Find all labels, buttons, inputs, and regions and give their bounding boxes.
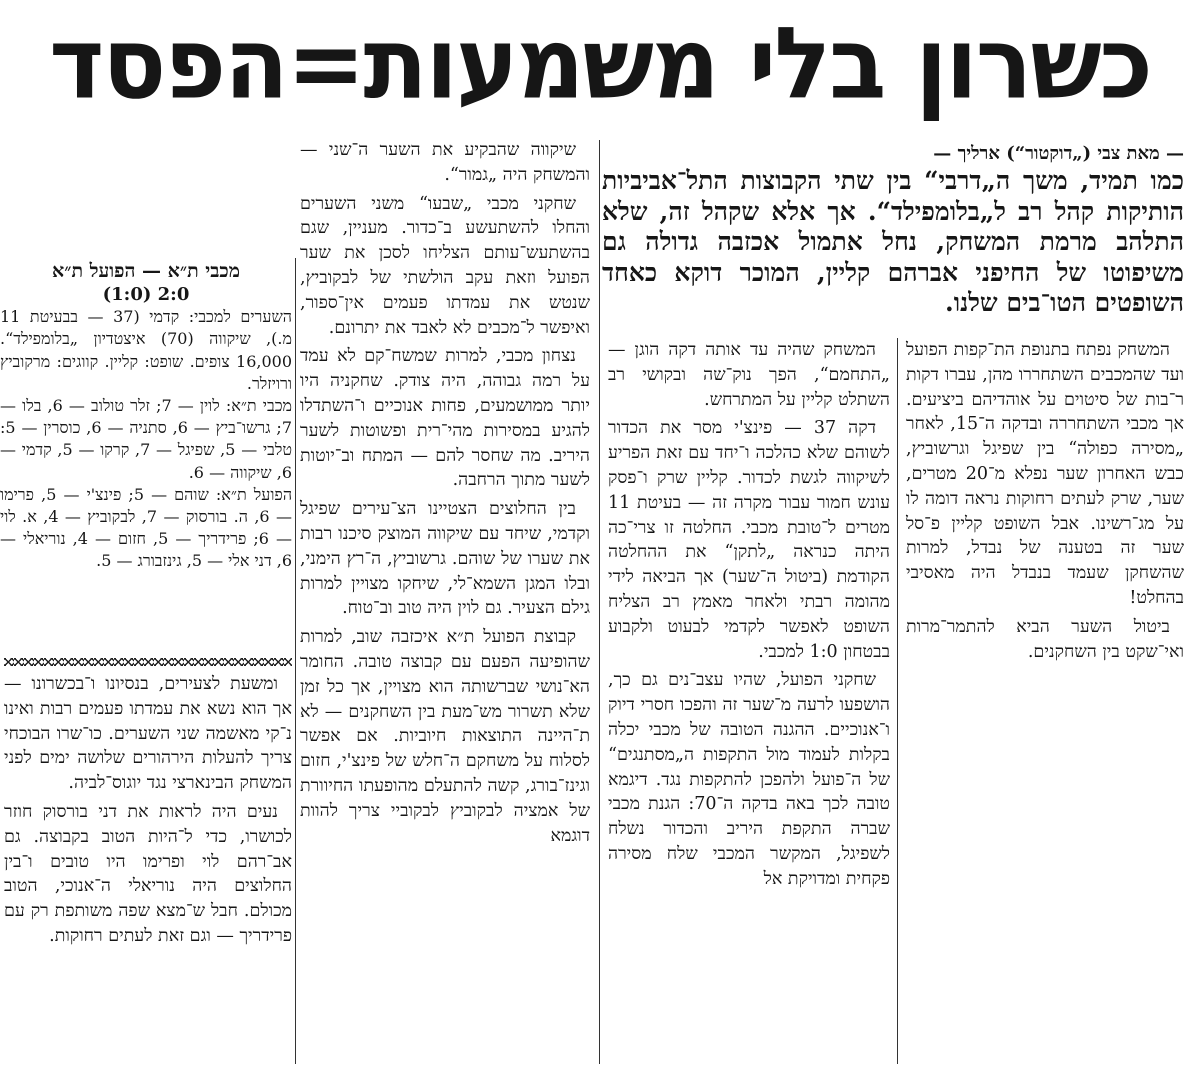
paragraph: שחקני הפועל, שהיו עצב־נים גם כך, הושפעו לרעה מ־שער זה והפכו חסרי דיוק ו־אנוכיים. ההגנה הטובה של מכבי יכלה בקלות לעמוד מול התקפות ה„מסתנגים“ של ה־פועל ולהפכן להתקפות נגד. דיגמא טובה לכך באה בדקה ה־70: הגנת מכבי שברה התקפת היריב והכדור נשלח לשפיגל, המקשר המכבי שלח מסירה פקחית ומדויקת אל: [608, 670, 890, 889]
article-column-2: [608, 338, 890, 892]
paragraph: בין החלוצים הצטיינו הצ־עירים שפיגל וקדמי, שיחד עם שיקווה המוצק סיכנו רבות את שערו של שוהם. גרשוביץ, ה־רץ הימני, ובלו המגן השמא־לי, שיחקו מצויין למרות גילם הצעיר. גם לוין היה טוב וב־טוח.: [300, 499, 590, 619]
results-title: מכבי ת״א — הפועל ת״א: [52, 260, 240, 282]
paragraph: קבוצת הפועל ת״א איכזבה שוב, למרות שהופיעה הפעם עם קבוצה טובה. החומר הא־נושי שברשותה הוא מצויין, אך כל זמן שלא תשרור מש־מעת בין השחקנים — לא ת־היינה התוצאות חיוביות. אם אפשר לסלוח על משחקם ה־חלש של פינצ'י, חזום וגינז־בורג, קשה להתעלם מהופעתו החיוורת של אמציה לבקוביץ לבקוביי צריך להוות דוגמא: [300, 627, 590, 846]
results-item: מכבי ת״א: לוין — 7; זלר טולוב — 6, בלו — 7; גרשו־ביץ — 6, סתניה — 6, כוסרין — 5: טלבי — 5, שפיגל — 7, קרקו — 5, קדמי — 6, שיקווה — 6.: [0, 396, 293, 482]
results-score: 2:0 (1:0): [102, 284, 190, 305]
results-item: הפועל ת״א: שוהם — 5; פינצ'י — 5, פרימו — 6, ה. בורסוק — 7, לבקוביץ — 4, א. לוי — 6; פרידריך — 5, חזום — 4, נוריאלי — 6, דני אלי — 5, גינזבורג — 5.: [0, 484, 293, 571]
paragraph: ביטול השער הביא להתמר־מרות ואי־שקט בין השחקנים.: [906, 616, 1184, 662]
paragraph: המשחק נפתח בתנופת הת־קפות הפועל ועד שהמכבים השתחררו מהן, עברו דקות ר־בות של סיטוים על אוהדיהם ביציעים. אך מכבי השתחררה ובדקה ה־15, לאחר „מסירה כפולה“ בין שפיגל וגרשוביץ, כבש האחרון שער נפלא מ־20 מטרים, שער, שרק לעתים רחוקות נראה דומה לו על מג־רשינו. אבל השופט קליין פ־סל שער זה בטענה של נבדל, למרות שהשחקן שעמד בנבדל היה מאסיבי בהחלט!: [906, 340, 1184, 608]
column-divider: [599, 140, 600, 1064]
article-column-1: [906, 338, 1184, 664]
article-column-3: [300, 138, 590, 848]
byline: — מאת צבי („דוקטור“) ארליך —: [933, 143, 1184, 164]
paragraph: נצחון מכבי, למרות שמשח־קם לא עמד על רמה גבוהה, היה צודק. שחקניה היו יותר ממושמעים, פחות אנוכיים ו־השתדלו להגיע במסירות מהי־רית ופשוטות לשער היריב. מה שחסר להם — המתח וב־יוטות לשער מתוך הרחבה.: [300, 346, 590, 491]
paragraph: ומשעת לצעירים, בנסיונו ו־בכשרונו — אך הוא נשא את עמדתו פעמים רבות ואינו נ־קי מאשמה שני השערים. כו־שרו הבוכחי צריך להעלות הירהורים שלושה ימים לפני המשחק הבינארצי נגד יוגוס־לביה.: [4, 674, 292, 794]
lead-paragraph: כמו תמיד, משך ה„דרבי“ בין שתי הקבוצות התל־אביביות הותיקות קהל רב ל„בלומפילד“. אך אלא שקהל זה, שלא התלהב מרמת המשחק, נחל אתמול אכזבה גדולה גם משיפוטו של החיפני אברהם קליין, המוכר דוקא כאחד השופטים הטו־בים שלנו.: [602, 166, 1184, 317]
results-item: השערים למכבי: קדמי (37 — בבעיטת 11 מ.), שיקווה (70) איצטדיון „בלומפילד“. 16,000 צופים. שופט: קליין. קווגים: מרקוביץ ורויזלר.: [0, 307, 292, 393]
headline: כשרון בלי משמעות=הפסד: [49, 7, 1151, 122]
wavy-separator: [4, 658, 292, 666]
article-column-4: [4, 672, 292, 949]
paragraph: שחקני מכבי „שבעו“ משני השערים והחלו להשתעשע ב־כדור. מעניין, שגם בהשתעש־עותם הצליחו לסכן את שער הפועל וזאת עקב הולשתי של לבקוביץ, שנטש את עמדתו פעמים אין־ספור, ואיפשר ל־מכבים לא לאבד את יתרונם.: [300, 193, 590, 338]
paragraph: נעים היה לראות את דני בורסוק חוזר לכושרו, כדי ל־היות הטוב בקבוצה. גם אב־רהם לוי ופרימו היו טובים ו־בין החלוצים היה נוריאלי ה־אנוכי, הטוב מכולם. חבל ש־מצא שפה משותפת רק עם פרידריך — וגם זאת לעתים רחוקות.: [4, 801, 292, 946]
column-divider: [897, 338, 898, 1064]
paragraph: דקה 37 — פינצ'י מסר את הכדור לשוהם שלא כהלכה ו־יחד עם זאת הפריע לשיקווה לגשת לכדור. קליין שרק ו־פסק עונש חמור עבור מקרה זה — בעיטת 11 מטרים ל־טובת מכבי. החלטה זו צרי־כה היתה כנראה „לתקן“ את ההחלטה הקודמת (ביטול ה־שער) אך הביאה לידי מהומה רבתי ולאחר מאמץ רב הצליח השופט לאפשר לקדמי לבעוט ולקבוע בבטחון 1:0 למכבי.: [608, 418, 890, 662]
paragraph: המשחק שהיה עד אותה דקה הוגן — „התחמם“, הפך נוק־שה ובקושי רב השתלט קליין על המתרחש.: [608, 340, 890, 410]
match-results-box: [0, 258, 292, 573]
column-divider: [295, 258, 296, 1064]
paragraph: שיקווה שהבקיע את השער ה־שני — והמשחק היה „גמור“.: [300, 140, 590, 185]
